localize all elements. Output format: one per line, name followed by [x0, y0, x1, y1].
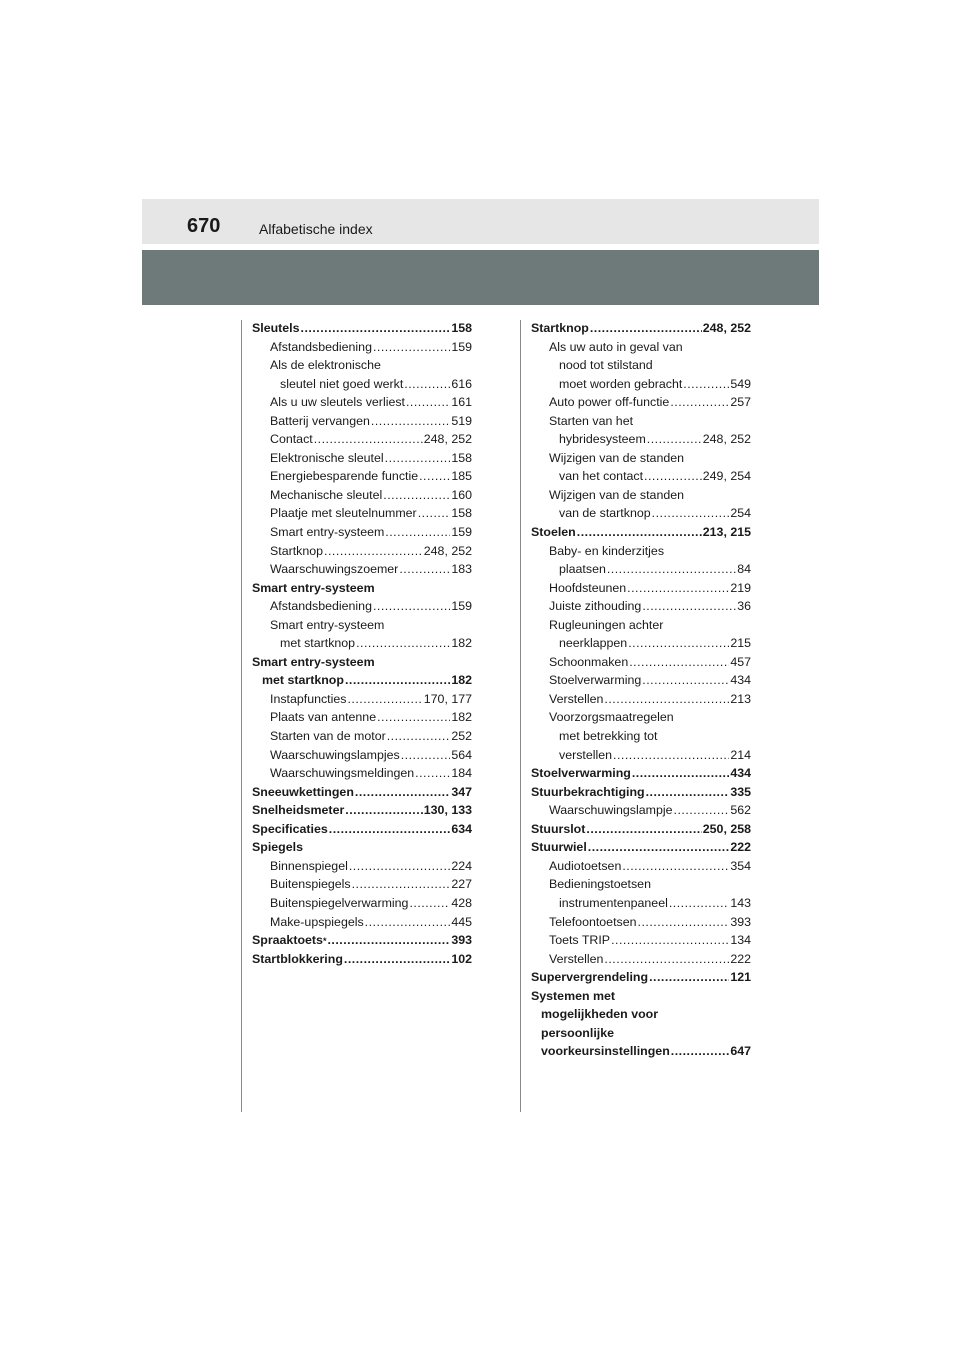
page-reference: 249, 254: [702, 469, 751, 484]
index-entry: [531, 319, 751, 338]
entry-term: verstellen: [559, 747, 613, 762]
index-subentry: [531, 338, 751, 357]
entry-term: Smart entry-systeem: [270, 525, 385, 540]
dot-leader: [611, 931, 729, 950]
index-entry: [531, 764, 751, 783]
index-entry: [531, 783, 751, 802]
index-subentry: [531, 931, 751, 950]
index-subentry: [531, 393, 751, 412]
entry-term: met betrekking tot: [559, 729, 658, 744]
entry-term: persoonlijke: [541, 1025, 614, 1040]
index-subentry: [531, 449, 751, 468]
index-subentry: [252, 727, 472, 746]
page-reference: 182: [451, 673, 472, 688]
page-reference: 248, 252: [702, 432, 751, 447]
page-reference: 224: [451, 858, 472, 873]
index-subentry: [531, 708, 751, 727]
index-subentry: [252, 542, 472, 561]
entry-term: Instapfuncties: [270, 691, 347, 706]
index-subentry: [252, 875, 472, 894]
dot-leader: [352, 875, 451, 894]
entry-term: Baby- en kinderzitjes: [549, 543, 665, 558]
index-subentry: [252, 597, 472, 616]
entry-term: nood tot stilstand: [559, 358, 653, 373]
index-entry: [252, 579, 472, 598]
page-reference: 159: [451, 339, 472, 354]
index-subentry: [531, 412, 751, 431]
index-subentry: [252, 894, 472, 913]
entry-term: Make-upspiegels: [270, 914, 364, 929]
dot-leader: [345, 801, 422, 820]
dot-leader: [387, 727, 451, 746]
entry-term: sleutel niet goed werkt: [280, 376, 404, 391]
index-subentry: [531, 486, 751, 505]
dot-leader: [344, 950, 450, 969]
entry-term: Startblokkering: [252, 951, 343, 966]
page-reference: 160: [451, 487, 472, 502]
dot-leader: [373, 338, 450, 357]
page-reference: 248, 252: [423, 432, 472, 447]
dot-leader: [377, 708, 450, 727]
entry-term: Telefoontoetsen: [549, 914, 637, 929]
index-subentry: [252, 708, 472, 727]
page-reference: 457: [730, 654, 751, 669]
entry-term: Als uw auto in geval van: [549, 339, 683, 354]
index-subentry: [252, 746, 472, 765]
index-subentry: [531, 504, 751, 523]
page-reference: 161: [451, 395, 472, 410]
entry-term: van het contact: [559, 469, 644, 484]
page-reference: 130, 133: [423, 803, 472, 818]
index-subentry: [531, 542, 751, 561]
entry-term: Stoelverwarming: [531, 766, 631, 781]
index-subentry: [531, 875, 751, 894]
entry-term: Buitenspiegelverwarming: [270, 895, 409, 910]
index-subentry: [252, 671, 472, 690]
index-entry: [252, 653, 472, 672]
entry-term: Snelheidsmeter: [252, 803, 345, 818]
entry-term: Smart entry-systeem: [252, 580, 375, 595]
entry-term: hybridesysteem: [559, 432, 646, 447]
page-reference: 647: [730, 1044, 751, 1059]
index-entry: [252, 820, 472, 839]
page-reference: 250, 258: [702, 821, 751, 836]
page-reference: 158: [451, 506, 472, 521]
index-entry: [531, 968, 751, 987]
index-entry: [531, 523, 751, 542]
page-reference: 254: [730, 506, 751, 521]
dot-leader: [652, 504, 730, 523]
dot-leader: [399, 560, 450, 579]
page-reference: 248, 252: [423, 543, 472, 558]
index-subentry: [531, 579, 751, 598]
entry-term: Toets TRIP: [549, 933, 611, 948]
dot-leader: [642, 597, 736, 616]
page-reference: 252: [451, 729, 472, 744]
dot-leader: [406, 393, 450, 412]
entry-term: met startknop: [280, 636, 356, 651]
page-reference: 445: [451, 914, 472, 929]
index-subentry: [531, 560, 751, 579]
dot-leader: [355, 783, 450, 802]
page-reference: 335: [730, 784, 751, 799]
entry-term: Elektronische sleutel: [270, 450, 384, 465]
page-reference: 428: [451, 895, 472, 910]
index-subentry: [252, 375, 472, 394]
page-reference: 158: [451, 321, 472, 335]
dot-leader: [586, 820, 701, 839]
dot-leader: [385, 449, 451, 468]
entry-term: Smart entry-systeem: [252, 654, 375, 669]
dot-leader: [345, 671, 450, 690]
dot-leader: [356, 634, 450, 653]
entry-term: Spraaktoets: [252, 933, 323, 948]
dot-leader: [671, 1042, 730, 1061]
page-reference: 393: [730, 914, 751, 929]
entry-term: Auto power off-functie: [549, 395, 670, 410]
entry-term: Startknop: [531, 321, 589, 335]
header-band: [142, 199, 819, 244]
index-column-right: [531, 319, 751, 1061]
entry-term: Plaatje met sleutelnummer: [270, 506, 417, 521]
entry-term: Startknop: [270, 543, 324, 558]
page-reference: 227: [451, 877, 472, 892]
page-reference: 213: [730, 691, 751, 706]
index-subentry: [531, 671, 751, 690]
index-subentry: [531, 1042, 751, 1061]
page-reference: 36: [737, 599, 751, 614]
left-column-divider: [241, 320, 242, 1112]
index-subentry: [252, 412, 472, 431]
dot-leader: [418, 504, 451, 523]
entry-term: Sneeuwkettingen: [252, 784, 354, 799]
index-subentry: [531, 746, 751, 765]
dot-leader: [329, 820, 451, 839]
page-reference: 616: [451, 376, 472, 391]
index-entry: [252, 801, 472, 820]
page-reference: 434: [730, 766, 751, 781]
dot-leader: [644, 467, 702, 486]
entry-term: voorkeursinstellingen: [541, 1044, 670, 1059]
entry-term: Stoelverwarming: [549, 673, 642, 688]
dot-leader: [365, 913, 451, 932]
index-subentry: [531, 616, 751, 635]
dot-leader: [404, 375, 450, 394]
entry-term: Starten van de motor: [270, 729, 386, 744]
index-subentry: [252, 523, 472, 542]
page-reference: 170, 177: [423, 691, 472, 706]
page-reference: 393: [451, 933, 472, 948]
page-reference: 347: [451, 784, 472, 799]
page-reference: 354: [730, 858, 751, 873]
entry-term: Wijzigen van de standen: [549, 450, 685, 465]
dot-leader: [669, 894, 729, 913]
dot-leader: [577, 523, 702, 542]
page-reference: 222: [730, 840, 751, 855]
index-subentry: [531, 894, 751, 913]
entry-term: Systemen met: [531, 988, 616, 1003]
dot-leader: [590, 319, 702, 338]
entry-term: Rugleuningen achter: [549, 617, 664, 632]
page-reference: 184: [451, 766, 472, 781]
dot-leader: [371, 412, 450, 431]
entry-term: plaatsen: [559, 562, 606, 577]
dot-leader: [613, 746, 729, 765]
page-reference: 143: [730, 895, 751, 910]
page-reference: 102: [451, 951, 472, 966]
dot-leader: [409, 894, 450, 913]
entry-term: Bedieningstoetsen: [549, 877, 651, 892]
entry-term: Waarschuwingszoemer: [270, 562, 399, 577]
entry-term: Sleutels: [252, 321, 300, 335]
index-subentry: [252, 764, 472, 783]
entry-term: instrumentenpaneel: [559, 895, 668, 910]
entry-term: Contact: [270, 432, 313, 447]
index-subentry: [252, 449, 472, 468]
entry-term: moet worden gebracht: [559, 376, 683, 391]
page-reference: 134: [730, 933, 751, 948]
section-title: Alfabetische index: [259, 221, 373, 237]
index-subentry: [252, 467, 472, 486]
page-reference: 213, 215: [702, 525, 751, 540]
index-subentry: [531, 1024, 751, 1043]
entry-term: Juiste zithouding: [549, 599, 642, 614]
page-reference: 562: [730, 803, 751, 818]
dot-leader: [642, 671, 729, 690]
page-reference: 564: [451, 747, 472, 762]
dot-leader: [314, 430, 423, 449]
entry-term: Smart entry-systeem: [270, 617, 385, 632]
entry-term: Stoelen: [531, 525, 576, 540]
entry-term: Verstellen: [549, 691, 604, 706]
right-column-divider: [520, 320, 521, 1112]
entry-term: Waarschuwingslampje: [549, 803, 673, 818]
page-reference: 159: [451, 525, 472, 540]
index-subentry: [252, 393, 472, 412]
title-bar: [142, 250, 819, 305]
entry-term: Energiebesparende functie: [270, 469, 419, 484]
entry-term: Voorzorgsmaatregelen: [549, 710, 674, 725]
page-number: 670: [187, 215, 221, 237]
page-reference: 257: [730, 395, 751, 410]
dot-leader: [607, 560, 736, 579]
page-reference: 434: [730, 673, 751, 688]
index-subentry: [531, 356, 751, 375]
dot-leader: [373, 597, 450, 616]
dot-leader: [646, 783, 730, 802]
dot-leader: [301, 319, 451, 338]
entry-term: Mechanische sleutel: [270, 487, 383, 502]
dot-leader: [385, 523, 450, 542]
dot-leader: [622, 857, 729, 876]
page-reference: 519: [451, 413, 472, 428]
index-subentry: [531, 727, 751, 746]
entry-term: Waarschuwingsmeldingen: [270, 766, 415, 781]
index-subentry: [531, 467, 751, 486]
entry-term: Binnenspiegel: [270, 858, 348, 873]
entry-term: neerklappen: [559, 636, 628, 651]
dot-leader: [627, 579, 729, 598]
dot-leader: [629, 653, 729, 672]
entry-term: Stuurwiel: [531, 840, 587, 855]
index-subentry: [531, 913, 751, 932]
page-reference: 549: [730, 376, 751, 391]
index-entry: [252, 783, 472, 802]
index-subentry: [531, 375, 751, 394]
dot-leader: [638, 913, 730, 932]
index-subentry: [531, 634, 751, 653]
entry-term: Audiotoetsen: [549, 858, 622, 873]
page-reference: 158: [451, 450, 472, 465]
entry-term: met startknop: [262, 673, 344, 688]
dot-leader: [419, 467, 450, 486]
index-entry: [531, 987, 751, 1006]
entry-term: Waarschuwingslampjes: [270, 747, 400, 762]
index-entry: [531, 838, 751, 857]
dot-leader: [349, 857, 450, 876]
entry-term: van de startknop: [559, 506, 651, 521]
index-subentry: [252, 356, 472, 375]
dot-leader: [401, 746, 451, 765]
entry-term: mogelijkheden voor: [541, 1007, 659, 1022]
dot-leader: [674, 801, 730, 820]
page-reference: 159: [451, 599, 472, 614]
page-reference: 185: [451, 469, 472, 484]
index-column-left: [252, 319, 472, 968]
index-entry: [252, 319, 472, 338]
dot-leader: [647, 430, 702, 449]
dot-leader: [683, 375, 729, 394]
entry-term: Stuurbekrachtiging: [531, 784, 645, 799]
entry-term: Buitenspiegels: [270, 877, 351, 892]
page-reference: 182: [451, 710, 472, 725]
index-subentry: [252, 634, 472, 653]
dot-leader: [604, 690, 729, 709]
index-subentry: [252, 430, 472, 449]
entry-term: Afstandsbediening: [270, 599, 372, 614]
index-subentry: [252, 913, 472, 932]
index-subentry: [531, 690, 751, 709]
dot-leader: [649, 968, 729, 987]
page-reference: 182: [451, 636, 472, 651]
entry-term: Schoonmaken: [549, 654, 629, 669]
index-entry: [252, 950, 472, 969]
entry-term: Verstellen: [549, 951, 604, 966]
dot-leader: [628, 634, 729, 653]
dot-leader: [327, 931, 450, 950]
page-reference: 183: [451, 562, 472, 577]
dot-leader: [347, 690, 422, 709]
dot-leader: [415, 764, 450, 783]
index-subentry: [531, 597, 751, 616]
index-subentry: [531, 801, 751, 820]
entry-term: Spiegels: [252, 840, 303, 855]
entry-term: Als de elektronische: [270, 358, 381, 373]
index-subentry: [252, 560, 472, 579]
index-subentry: [252, 690, 472, 709]
page-reference: 634: [451, 821, 472, 836]
index-subentry: [252, 338, 472, 357]
index-subentry: [531, 1005, 751, 1024]
index-subentry: [252, 857, 472, 876]
entry-term: Hoofdsteunen: [549, 580, 627, 595]
page-reference: 219: [730, 580, 751, 595]
index-subentry: [252, 504, 472, 523]
entry-term: Afstandsbediening: [270, 339, 372, 354]
index-entry: Spraaktoets * ..... 393: [252, 931, 472, 950]
index-entry: [531, 820, 751, 839]
page-reference: 248, 252: [702, 321, 751, 335]
entry-term: Wijzigen van de standen: [549, 487, 685, 502]
index-entry: [252, 838, 472, 857]
index-subentry: [531, 430, 751, 449]
entry-term: Specificaties: [252, 821, 328, 836]
entry-term: Batterij vervangen: [270, 413, 370, 428]
dot-leader: [324, 542, 423, 561]
entry-term: Als u uw sleutels verliest: [270, 395, 405, 410]
index-subentry: [252, 486, 472, 505]
dot-leader: [383, 486, 450, 505]
page-reference: 222: [730, 951, 751, 966]
page-reference: 84: [737, 562, 751, 577]
entry-term: Starten van het: [549, 413, 634, 428]
page-reference: 214: [730, 747, 751, 762]
index-subentry: [531, 950, 751, 969]
dot-leader: [604, 950, 729, 969]
page-reference: 121: [730, 970, 751, 985]
index-subentry: [531, 857, 751, 876]
page-reference: 215: [730, 636, 751, 651]
entry-term: Supervergrendeling: [531, 970, 649, 985]
entry-term: Stuurslot: [531, 821, 586, 836]
entry-term: Plaats van antenne: [270, 710, 377, 725]
index-subentry: [252, 616, 472, 635]
dot-leader: [588, 838, 730, 857]
dot-leader: [632, 764, 729, 783]
dot-leader: [670, 393, 729, 412]
index-subentry: [531, 653, 751, 672]
